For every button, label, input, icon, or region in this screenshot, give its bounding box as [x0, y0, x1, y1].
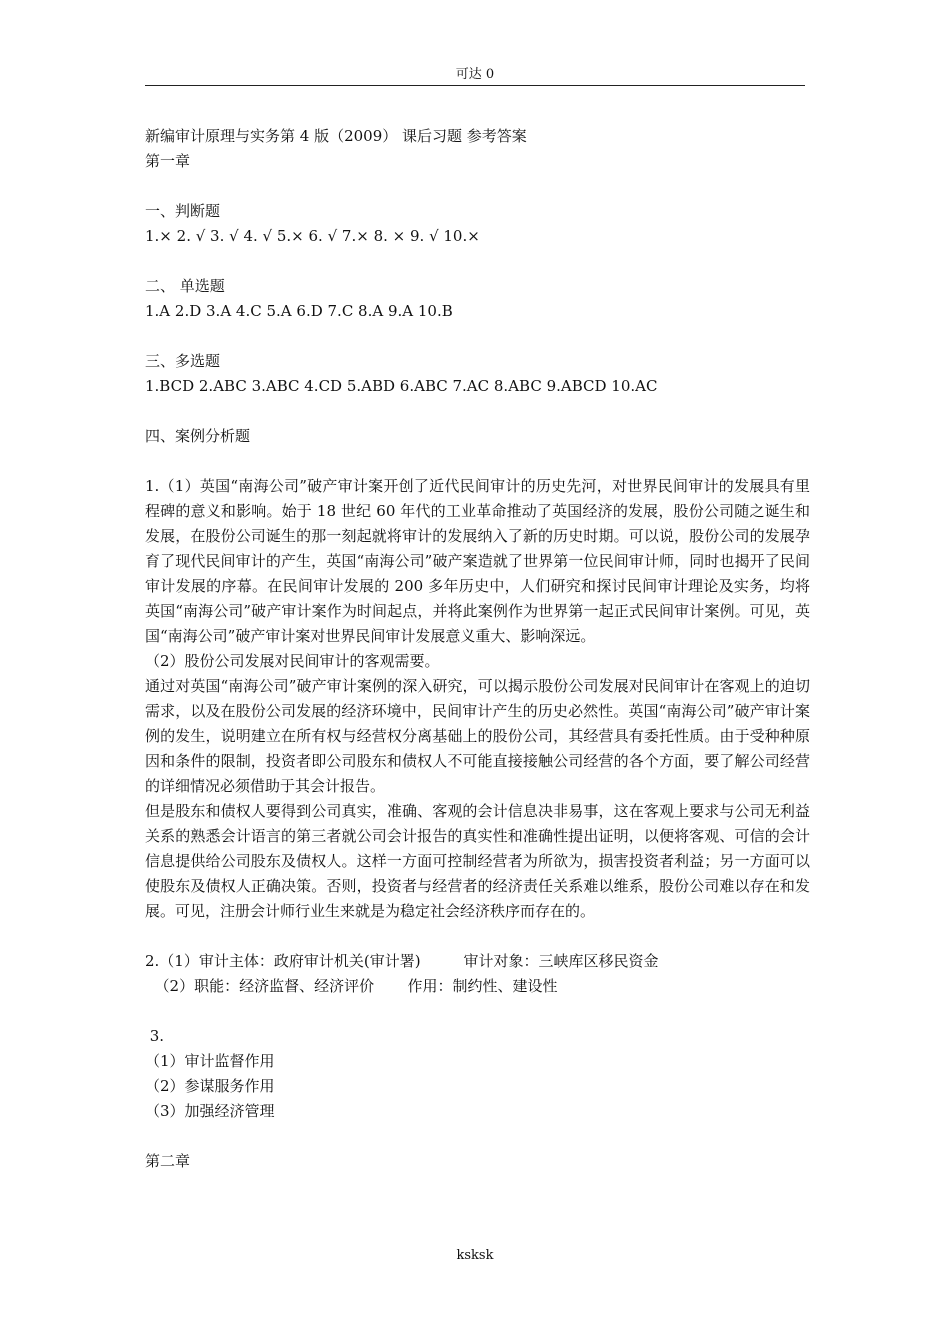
- case-1-paragraph-2: （2）股份公司发展对民间审计的客观需要。: [145, 652, 440, 670]
- page-footer: ksksk: [456, 1248, 494, 1263]
- chapter-heading-1: 第一章: [145, 152, 191, 170]
- spacer: [145, 999, 810, 1024]
- case-1-paragraph-4: 但是股东和债权人要得到公司真实，准确、客观的会计信息决非易事，这在客观上要求与公司无利益关系的熟悉会计语言的第三者就公司会计报告的真实性和准确性提出证明，以便将客观、可信的会计信息提供给公司股东及债权人。这样一方面可控制经营者为所欲为，损害投资者利益；另一方面可以使股东及债权人正确决策。否则，投资者与经营者的经济责任关系难以维系，股份公司难以存在和发展。可见，注册会计师行业生来就是为稳定社会经济秩序而存在的。: [145, 802, 810, 920]
- spacer: [145, 924, 810, 949]
- answers-multiple-choice: 1.BCD 2.ABC 3.ABC 4.CD 5.ABD 6.ABC 7.AC 8.ABC 9.ABCD 10.AC: [145, 377, 658, 395]
- page-header: 可达 0: [455, 67, 495, 82]
- case-3-item-1: （1）审计监督作用: [145, 1052, 275, 1070]
- case-3-number: 3.: [145, 1027, 165, 1045]
- spacer: [145, 174, 810, 199]
- section-heading-single-choice: 二、 单选题: [145, 277, 225, 295]
- spacer: [145, 399, 810, 424]
- spacer: [145, 449, 810, 474]
- case-2-line-1: 2.（1）审计主体：政府审计机关(审计署) 审计对象：三峡库区移民资金: [145, 952, 659, 970]
- spacer: [145, 324, 810, 349]
- spacer: [145, 249, 810, 274]
- case-2-line-2: （2）职能：经济监督、经济评价 作用：制约性、建设性: [145, 977, 558, 995]
- answers-single-choice: 1.A 2.D 3.A 4.C 5.A 6.D 7.C 8.A 9.A 10.B: [145, 302, 453, 320]
- header-divider: [145, 85, 805, 86]
- case-1-paragraph-3: 通过对英国“南海公司”破产审计案例的深入研究，可以揭示股份公司发展对民间审计在客观上的迫切需求，以及在股份公司发展的经济环境中，民间审计产生的历史必然性。英国“南海公司”破产审计案例的发生，说明建立在所有权与经营权分离基础上的股份公司，其经营具有委托性质。由于受种种原因和条件的限制，投资者即公司股东和债权人不可能直接接触公司经营的各个方面，要了解公司经营的详细情况必须借助于其会计报告。: [145, 677, 810, 795]
- document-body: [145, 124, 810, 1174]
- document-title: 新编审计原理与实务第 4 版（2009） 课后习题 参考答案: [145, 127, 527, 145]
- section-heading-multiple-choice: 三、多选题: [145, 352, 221, 370]
- section-heading-case-analysis: 四、案例分析题: [145, 427, 251, 445]
- chapter-heading-2: 第二章: [145, 1152, 191, 1170]
- case-1-paragraph-1: 1.（1）英国“南海公司”破产审计案开创了近代民间审计的历史先河，对世界民间审计的发展具有里程碑的意义和影响。始于 18 世纪 60 年代的工业革命推动了英国经济的发展，股份公司随之诞生和发展，在股份公司诞生的那一刻起就将审计的发展纳入了新的历史时期。可以说，股份公司的发展孕育了现代民间审计的产生，英国“南海公司”破产案造就了世界第一位民间审计师，同时也揭开了民间审计发展的序幕。在民间审计发展的 200 多年历史中，人们研究和探讨民间审计理论及实务，均将英国“南海公司”破产审计案作为时间起点，并将此案例作为世界第一起正式民间审计案例。可见，英国“南海公司”破产审计案对世界民间审计发展意义重大、影响深远。: [145, 477, 810, 645]
- case-3-item-2: （2）参谋服务作用: [145, 1077, 275, 1095]
- case-3-item-3: （3）加强经济管理: [145, 1102, 275, 1120]
- spacer: [145, 1124, 810, 1149]
- answers-true-false: 1.× 2. √ 3. √ 4. √ 5.× 6. √ 7.× 8. × 9. √ 10.×: [145, 227, 480, 245]
- section-heading-true-false: 一、判断题: [145, 202, 221, 220]
